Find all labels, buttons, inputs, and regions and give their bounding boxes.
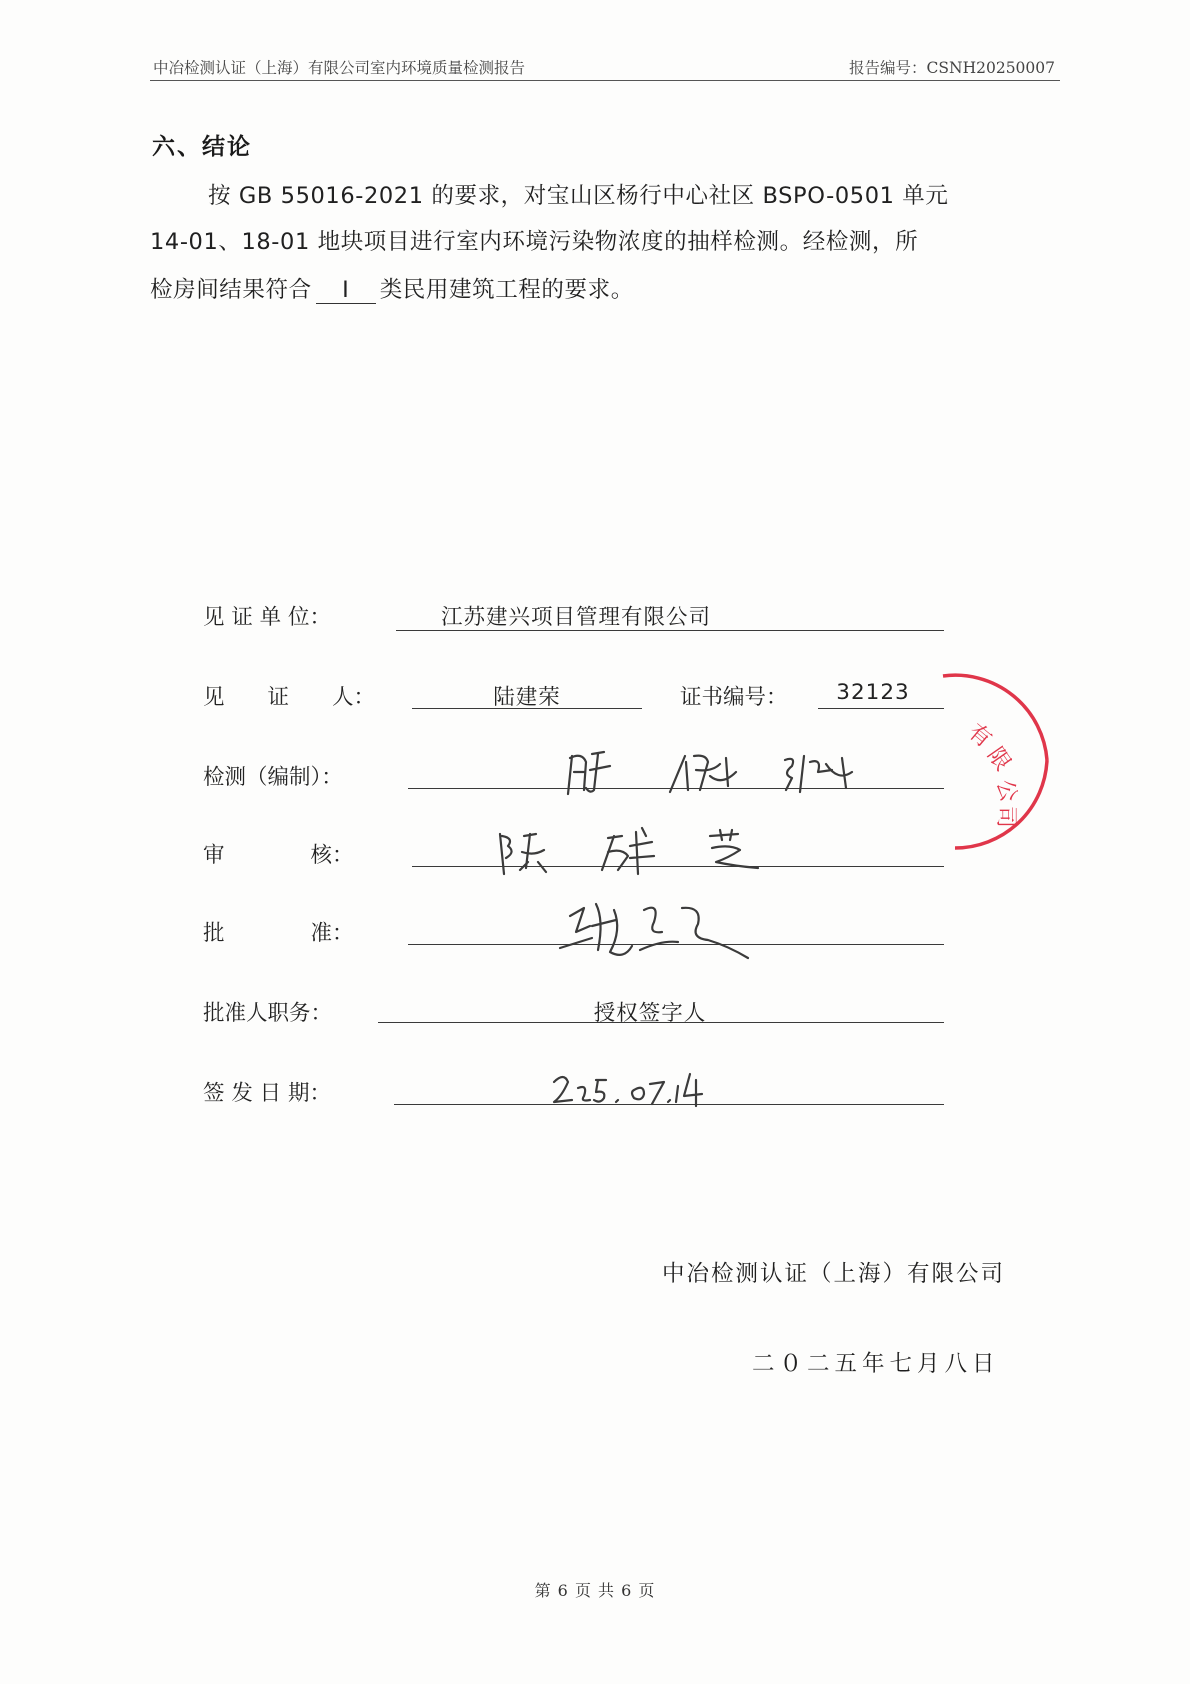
report-date: 二０二五年七月八日 [752,1351,1000,1377]
conclusion-line-2: 14-01、18-01 地块项目进行室内环境污染物浓度的抽样检测。经检测，所 [150,229,919,255]
stamp-text-1: 有 [963,719,997,753]
witness-unit-value: 江苏建兴项目管理有限公司 [440,605,711,630]
report-number: 报告编号：CSNH20250007 [849,59,1055,77]
approver-title-label: 批准人职务： [203,1001,333,1026]
page-number: 第 6 页 共 6 页 [534,1581,656,1600]
stamp-text-2: 限 [982,743,1016,776]
cert-number-label: 证书编号： [680,685,788,710]
conclusion-line-1: 按 GB 55016-2021 的要求，对宝山区杨行中心社区 BSPO-0501 单元 [208,183,949,209]
header-title: 中冶检测认证（上海）有限公司室内环境质量检测报告 [153,59,526,77]
report-header [150,56,1060,81]
company-stamp [935,672,1055,852]
review-signatures [490,822,790,880]
issue-date-label: 签 发 日 期： [203,1081,332,1106]
cert-number-line [818,708,944,709]
handwritten-issue-date [550,1066,750,1112]
review-label: 审 核： [203,843,354,868]
stamp-text-4: 司 [993,806,1018,829]
section-title: 六、结论 [152,134,252,160]
witness-unit-label: 见 证 单 位： [203,605,332,630]
conclusion-line-3-suffix: 类民用建筑工程的要求。 [379,277,634,303]
stamp-text-3: 公 [991,777,1022,805]
testing-signatures [560,742,910,800]
conclusion-line-3-prefix: 检房间结果符合 [150,277,312,303]
conclusion-line-3 [150,272,634,304]
company-name: 中冶检测认证（上海）有限公司 [662,1261,1006,1287]
approver-title-value: 授权签字人 [593,1001,707,1026]
approver-signature [552,890,772,970]
approve-label: 批 准： [203,921,354,946]
building-class-blank: Ⅰ [316,277,376,304]
cert-number-value: 32123 [836,680,910,705]
witness-person-value: 陆建荣 [493,685,561,710]
testing-label: 检测（编制）： [203,765,343,790]
witness-person-label: 见 证 人： [203,685,376,710]
